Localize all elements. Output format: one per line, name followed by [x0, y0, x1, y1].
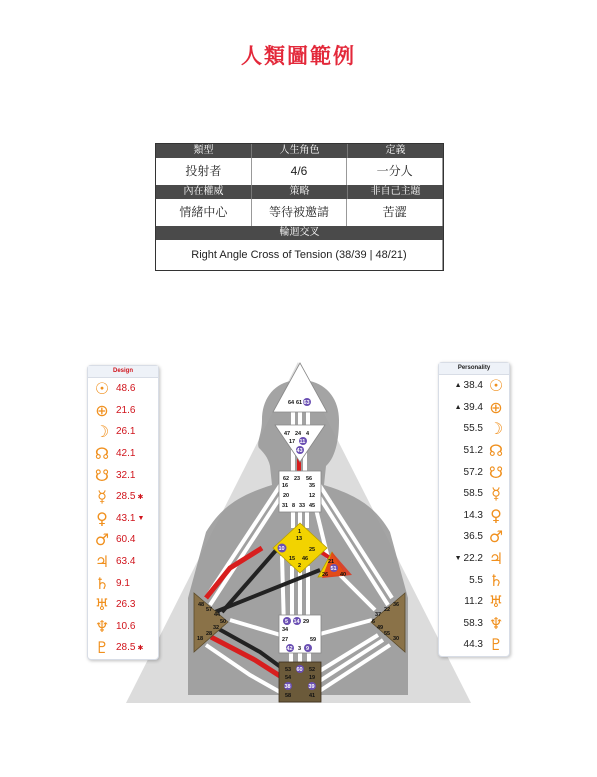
gate-5: 5 [285, 619, 289, 625]
design-row-mercury [88, 486, 158, 508]
gate-11: 11 [299, 439, 306, 445]
mercury-icon: ☿ [97, 487, 107, 507]
sun-icon: ☉ [488, 376, 504, 396]
design-row-jupiter [88, 551, 158, 573]
south-node-icon: ☋ [488, 462, 504, 482]
design-row-north-node [88, 443, 158, 465]
gate-21: 21 [328, 559, 335, 565]
gate-16: 16 [282, 483, 289, 489]
design-row-uranus [88, 594, 158, 616]
planet-value: 38.4 [463, 380, 483, 392]
planet-value: 22.2 [463, 553, 483, 565]
gate-23: 23 [294, 476, 301, 482]
gate-51: 51 [330, 566, 337, 572]
saturn-icon: ♄ [488, 570, 504, 590]
neptune-icon: ♆ [488, 613, 504, 633]
gate-41: 41 [309, 693, 316, 699]
gate-45: 45 [309, 503, 316, 509]
planet-value: 28.5 [116, 642, 136, 654]
gate-3: 3 [298, 646, 302, 652]
planet-value: 43.1 [116, 512, 136, 524]
planet-mark: ✱ [137, 493, 144, 501]
planet-value: 26.1 [116, 426, 136, 438]
gate-32: 32 [213, 625, 220, 631]
authority-header: 內在權威 [156, 185, 252, 199]
personality-row-pluto [439, 634, 509, 656]
venus-icon: ♀ [490, 505, 502, 525]
planet-value: 55.5 [463, 423, 483, 435]
moon-icon: ☽ [488, 419, 504, 439]
gate-13: 13 [296, 536, 303, 542]
design-row-venus [88, 508, 158, 530]
mars-icon: ♂ [94, 530, 110, 550]
personality-panel-title: Personality [439, 363, 509, 375]
personality-planet-list [439, 375, 509, 656]
moon-icon: ☽ [94, 422, 110, 442]
planet-value: 48.6 [116, 383, 136, 395]
gate-30: 30 [393, 636, 400, 642]
personality-row-jupiter [439, 548, 509, 570]
gate-61: 61 [296, 400, 303, 406]
pluto-icon: ♇ [94, 638, 110, 658]
saturn-icon: ♄ [94, 573, 110, 593]
planet-value: 26.3 [116, 599, 136, 611]
gate-12: 12 [309, 493, 316, 499]
design-panel-title: Design [88, 366, 158, 378]
planet-value: 63.4 [116, 556, 136, 568]
gate-42: 42 [286, 646, 293, 652]
planet-value: 36.5 [463, 531, 483, 543]
personality-row-mercury [439, 483, 509, 505]
gate-8: 8 [292, 503, 296, 509]
design-row-pluto [88, 637, 158, 659]
gate-52: 52 [309, 667, 316, 673]
personality-row-mars [439, 526, 509, 548]
planet-mark: ▲ [454, 382, 462, 390]
design-row-saturn [88, 572, 158, 594]
page-title: 人類圖範例 [241, 44, 356, 68]
personality-row-saturn [439, 569, 509, 591]
planet-value: 11.2 [464, 596, 483, 608]
gate-64: 64 [288, 400, 295, 406]
gate-63: 63 [303, 400, 310, 406]
design-row-moon [88, 421, 158, 443]
planet-value: 60.4 [116, 534, 136, 546]
gate-29: 29 [303, 619, 310, 625]
gate-20: 20 [283, 493, 290, 499]
gate-26: 26 [322, 572, 329, 578]
cross-header: 輪迴交叉 [279, 227, 320, 238]
gate-53: 53 [285, 667, 292, 673]
not-self-value: 苦澀 [347, 199, 443, 226]
personality-row-south-node [439, 461, 509, 483]
planet-mark: ▼ [454, 555, 462, 563]
sun-icon: ☉ [94, 379, 110, 399]
gate-33: 33 [299, 503, 306, 509]
design-row-mars [88, 529, 158, 551]
personality-panel [438, 362, 510, 657]
jupiter-icon: ♃ [94, 552, 110, 572]
gate-60: 60 [296, 667, 303, 673]
personality-row-earth [439, 397, 509, 419]
planet-mark: ▼ [137, 514, 145, 522]
north-node-icon: ☊ [488, 441, 504, 461]
definition-value: 一分人 [347, 158, 443, 185]
authority-value: 情緒中心 [156, 199, 252, 226]
gate-37: 37 [375, 612, 382, 618]
type-header: 類型 [156, 144, 252, 158]
planet-mark: ▲ [454, 403, 462, 411]
gate-35: 35 [309, 483, 316, 489]
design-row-sun [88, 378, 158, 400]
north-node-icon: ☊ [94, 444, 110, 464]
gate-6: 6 [372, 619, 376, 625]
gate-47: 47 [284, 431, 291, 437]
definition-header: 定義 [385, 145, 406, 156]
gate-25: 25 [309, 547, 316, 553]
planet-value: 51.2 [463, 445, 483, 457]
personality-row-venus [439, 505, 509, 527]
design-row-neptune [88, 616, 158, 638]
gate-36: 36 [393, 602, 400, 608]
planet-value: 28.5 [116, 491, 136, 503]
gate-19: 19 [309, 675, 316, 681]
design-panel [87, 365, 159, 660]
gate-40: 40 [340, 572, 347, 578]
gate-57: 57 [206, 607, 213, 613]
design-row-earth [88, 400, 158, 422]
south-node-icon: ☋ [94, 465, 110, 485]
earth-icon: ⊕ [489, 397, 503, 417]
planet-value: 9.1 [116, 577, 130, 589]
profile-value: 4/6 [252, 158, 348, 185]
gate-38: 38 [284, 684, 291, 690]
gate-43: 43 [296, 448, 303, 454]
gate-4: 4 [306, 431, 310, 437]
gate-14: 14 [293, 619, 300, 625]
gate-56: 56 [306, 476, 313, 482]
gate-2: 2 [298, 563, 302, 569]
planet-value: 57.2 [463, 466, 483, 478]
gate-34: 34 [282, 627, 289, 633]
planet-value: 58.5 [463, 488, 483, 500]
design-planet-list [88, 378, 158, 659]
gate-18: 18 [197, 636, 204, 642]
personality-row-uranus [439, 591, 509, 613]
profile-header: 人生角色 [252, 144, 348, 158]
strategy-header: 策略 [252, 185, 348, 199]
gate-9: 9 [306, 646, 310, 652]
planet-value: 10.6 [116, 620, 136, 632]
not-self-header: 非自己主題 [370, 186, 421, 197]
personality-row-moon [439, 418, 509, 440]
planet-value: 14.3 [463, 509, 483, 521]
gate-59: 59 [310, 637, 317, 643]
type-value: 投射者 [156, 158, 252, 185]
gate-48: 48 [198, 602, 205, 608]
gate-62: 62 [283, 476, 290, 482]
pluto-icon: ♇ [488, 635, 504, 655]
earth-icon: ⊕ [95, 400, 109, 420]
gate-17: 17 [289, 439, 296, 445]
planet-mark: ✱ [137, 644, 144, 652]
planet-value: 58.3 [463, 617, 483, 629]
gate-46: 46 [302, 556, 309, 562]
planet-value: 32.1 [116, 469, 136, 481]
neptune-icon: ♆ [94, 616, 110, 636]
gate-49: 49 [377, 625, 384, 631]
planet-value: 44.3 [463, 639, 483, 651]
gate-39: 39 [308, 684, 315, 690]
gate-55: 55 [384, 631, 391, 637]
uranus-icon: ♅ [488, 592, 504, 612]
planet-value: 39.4 [463, 401, 483, 413]
personality-row-neptune [439, 613, 509, 635]
personality-row-north-node [439, 440, 509, 462]
uranus-icon: ♅ [94, 595, 110, 615]
gate-31: 31 [282, 503, 289, 509]
personality-row-sun [439, 375, 509, 397]
gate-24: 24 [295, 431, 302, 437]
gate-15: 15 [289, 556, 296, 562]
planet-value: 42.1 [116, 448, 136, 460]
gate-10: 10 [278, 546, 285, 552]
planet-value: 21.6 [116, 404, 136, 416]
mars-icon: ♂ [488, 527, 504, 547]
gate-50: 50 [220, 619, 227, 625]
gate-44: 44 [214, 612, 221, 618]
venus-icon: ♀ [96, 508, 108, 528]
design-row-south-node [88, 464, 158, 486]
gate-22: 22 [384, 607, 391, 613]
jupiter-icon: ♃ [488, 549, 504, 569]
cross-value: Right Angle Cross of Tension (38/39 | 48/21) [156, 240, 443, 270]
strategy-value: 等待被邀請 [252, 199, 348, 226]
gate-1: 1 [298, 529, 302, 535]
gate-54: 54 [285, 675, 292, 681]
gate-27: 27 [282, 637, 289, 643]
gate-28: 28 [206, 631, 213, 637]
gate-58: 58 [285, 693, 292, 699]
planet-value: 5.5 [469, 574, 483, 586]
mercury-icon: ☿ [491, 484, 501, 504]
